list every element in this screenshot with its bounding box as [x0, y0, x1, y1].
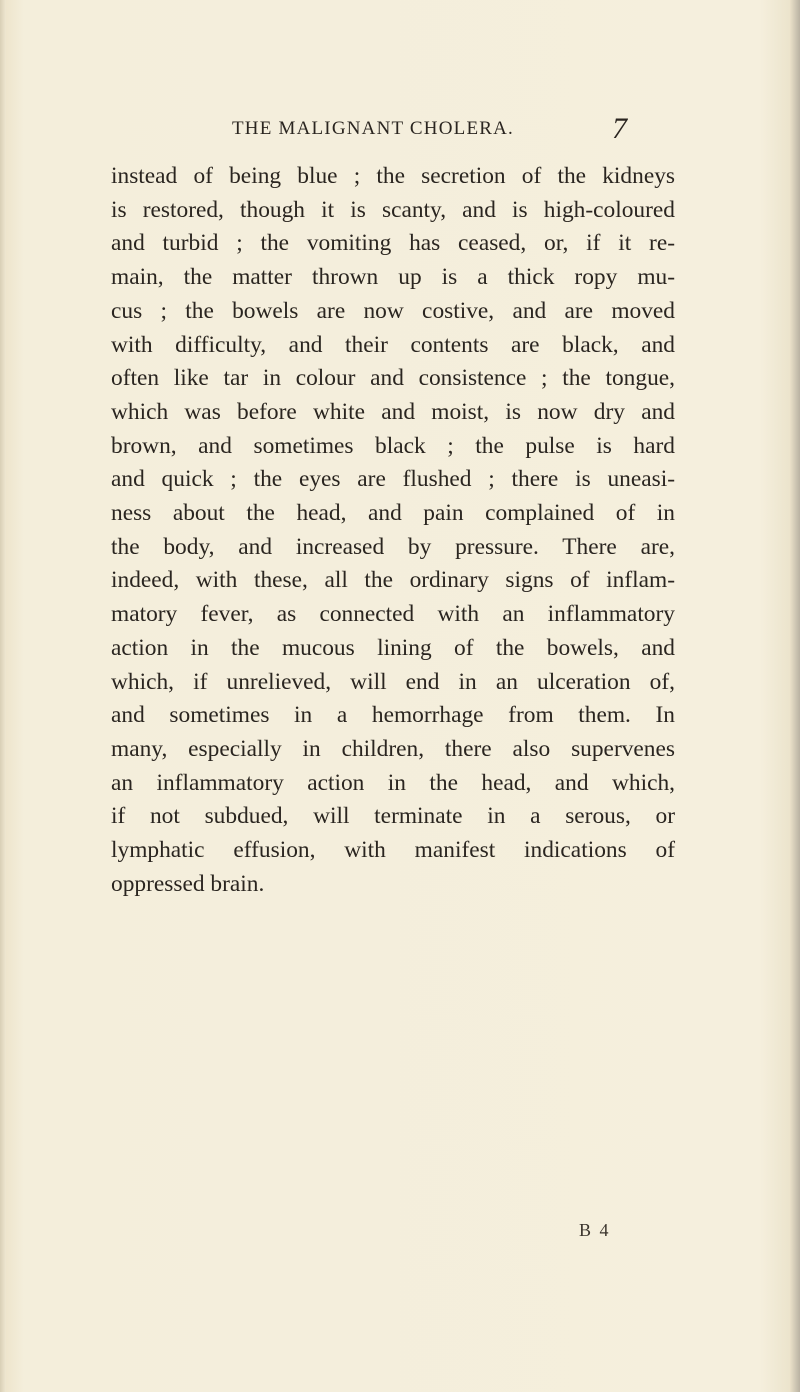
text-line: with difficulty, and their contents are black, and	[111, 331, 675, 358]
text-line: main, the matter thrown up is a thick ropy mu-	[111, 264, 675, 291]
running-head: THE MALIGNANT CHOLERA.	[232, 118, 515, 139]
text-line: lymphatic effusion, with manifest indications of	[111, 837, 675, 864]
page-left-edge	[0, 0, 6, 1392]
text-line: instead of being blue ; the secretion of the kidneys	[111, 163, 675, 189]
text-line: which, if unrelieved, will end in an ulceration of,	[111, 668, 675, 695]
text-line: many, especially in children, there also supervenes	[111, 735, 675, 762]
text-line: the body, and increased by pressure. There are,	[111, 533, 675, 560]
text-line: often like tar in colour and consistence ; the tongue,	[111, 365, 675, 392]
text-line: ness about the head, and pain complained of in	[111, 500, 675, 527]
text-line: and turbid ; the vomiting has ceased, or, if it re-	[111, 230, 675, 257]
body-text	[111, 160, 675, 901]
page-header	[232, 112, 652, 152]
text-line: if not subdued, will terminate in a serous, or	[111, 803, 675, 830]
text-line: an inflammatory action in the head, and which,	[111, 769, 675, 796]
text-line: and sometimes in a hemorrhage from them. In	[111, 702, 675, 729]
text-line: is restored, though it is scanty, and is high-coloured	[111, 196, 675, 223]
text-line: and quick ; the eyes are flushed ; there is uneasi-	[111, 466, 675, 493]
page-number: 7	[612, 112, 627, 145]
text-line: oppressed brain.	[111, 870, 265, 897]
text-line: action in the mucous lining of the bowels, and	[111, 634, 675, 661]
text-line: brown, and sometimes black ; the pulse is hard	[111, 432, 675, 459]
signature-mark: B 4	[579, 1220, 611, 1240]
text-line: indeed, with these, all the ordinary signs of inflam-	[111, 567, 675, 594]
text-line: which was before white and moist, is now dry and	[111, 398, 675, 425]
text-line: matory fever, as connected with an inflammatory	[111, 601, 675, 628]
page-right-edge	[790, 0, 800, 1392]
text-line: cus ; the bowels are now costive, and are moved	[111, 297, 675, 324]
